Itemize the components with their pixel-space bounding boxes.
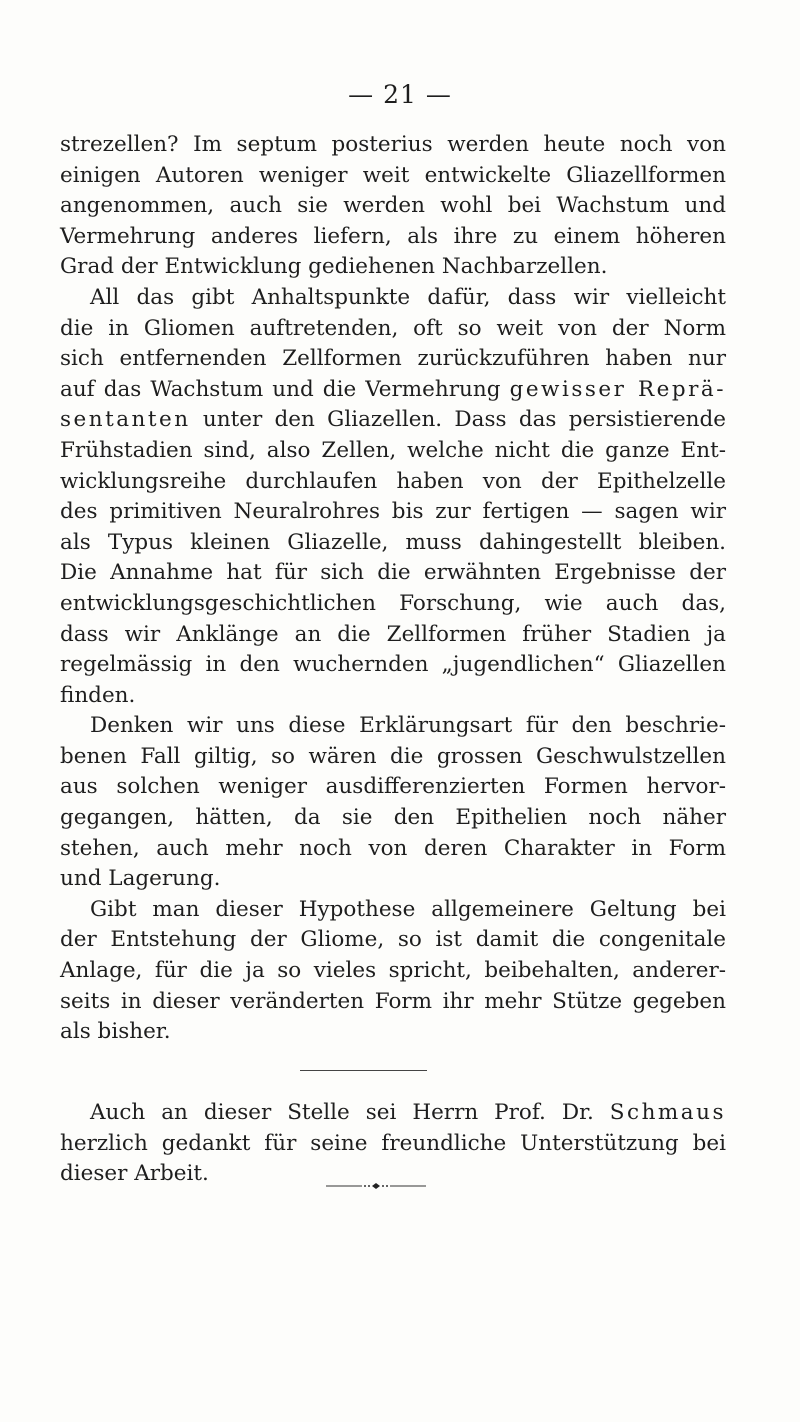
text-line [60,405,726,436]
text-line: regelmässig in den wuchernden „jugendlichen“ Gliazellen [60,652,726,678]
text-segment: Auch an dieser Stelle sei Herrn Prof. Dr. [90,1100,594,1125]
text-line: seits in dieser veränderten Form ihr mehr Stütze gegeben [60,988,726,1014]
emphasized-name: Schmaus [609,1100,726,1125]
text-line: als bisher. [60,1019,171,1045]
text-line: sich entfernenden Zellformen zurückzuführen haben nur [60,346,726,372]
text-line: als Typus kleinen Gliazelle, muss dahingestellt bleiben. [60,529,726,555]
text-line: einigen Autoren weniger weit entwickelte Gliazellformen [60,162,726,188]
text-line [60,375,726,406]
text-line: Grad der Entwicklung gediehenen Nachbarzellen. [60,254,608,280]
end-ornament-icon [326,1180,426,1192]
text-line: Die Annahme hat für sich die erwähnten Ergebnisse der [60,560,726,586]
text-line: gegangen, hätten, da sie den Epithelien noch näher [60,805,726,831]
acknowledgement [60,1098,726,1190]
text-segment: unter den Gliazellen. Dass das persistierende [202,407,726,433]
text-line: strezellen? Im septum posterius werden heute noch von [60,132,726,157]
text-line: dieser Arbeit. [60,1161,209,1187]
text-line: die in Gliomen auftretenden, oft so weit von der Norm [60,315,726,341]
text-line: Denken wir uns diese Erklärungsart für den beschrie- [90,713,726,739]
section-divider [300,1070,427,1071]
text-line: entwicklungsgeschichtlichen Forschung, wie auch das, [60,590,726,616]
text-line: All das gibt Anhaltspunkte dafür, dass wir vielleicht [90,284,726,310]
text-line: wicklungsreihe durchlaufen haben von der Epithelzelle [60,468,726,494]
text-line: und Lagerung. [60,866,221,892]
text-segment: auf das Wachstum und die Vermehrung [60,376,501,402]
text-line: Frühstadien sind, also Zellen, welche nicht die ganze Ent- [60,437,726,463]
text-line: der Entstehung der Gliome, so ist damit die congenitale [60,927,726,953]
text-line: Anlage, für die ja so vieles spricht, beibehalten, anderer- [60,958,726,984]
emphasized-text: gewisser Reprä- [509,376,726,402]
text-line: finden. [60,682,136,708]
text-line: aus solchen weniger ausdifferenzierten Formen hervor- [60,774,726,800]
text-line: angenommen, auch sie werden wohl bei Wachstum und [60,193,726,219]
text-line: des primitiven Neuralrohres bis zur fertigen — sagen wir [60,499,726,525]
text-line: benen Fall giltig, so wären die grossen Geschwulstzellen [60,743,726,769]
text-line: stehen, auch mehr noch von deren Charakter in Form [60,835,726,861]
main-text [60,130,726,1048]
text-line: dass wir Anklänge an die Zellformen früher Stadien ja [60,621,726,647]
page-number: — 21 — [348,80,452,109]
text-line [60,1098,726,1129]
text-line: Vermehrung anderes liefern, als ihre zu einem höheren [60,223,726,249]
text-line: Gibt man dieser Hypothese allgemeinere Geltung bei [90,896,726,922]
text-line: herzlich gedankt für seine freundliche Unterstützung bei [60,1130,726,1156]
emphasized-text: sentanten [60,407,191,433]
